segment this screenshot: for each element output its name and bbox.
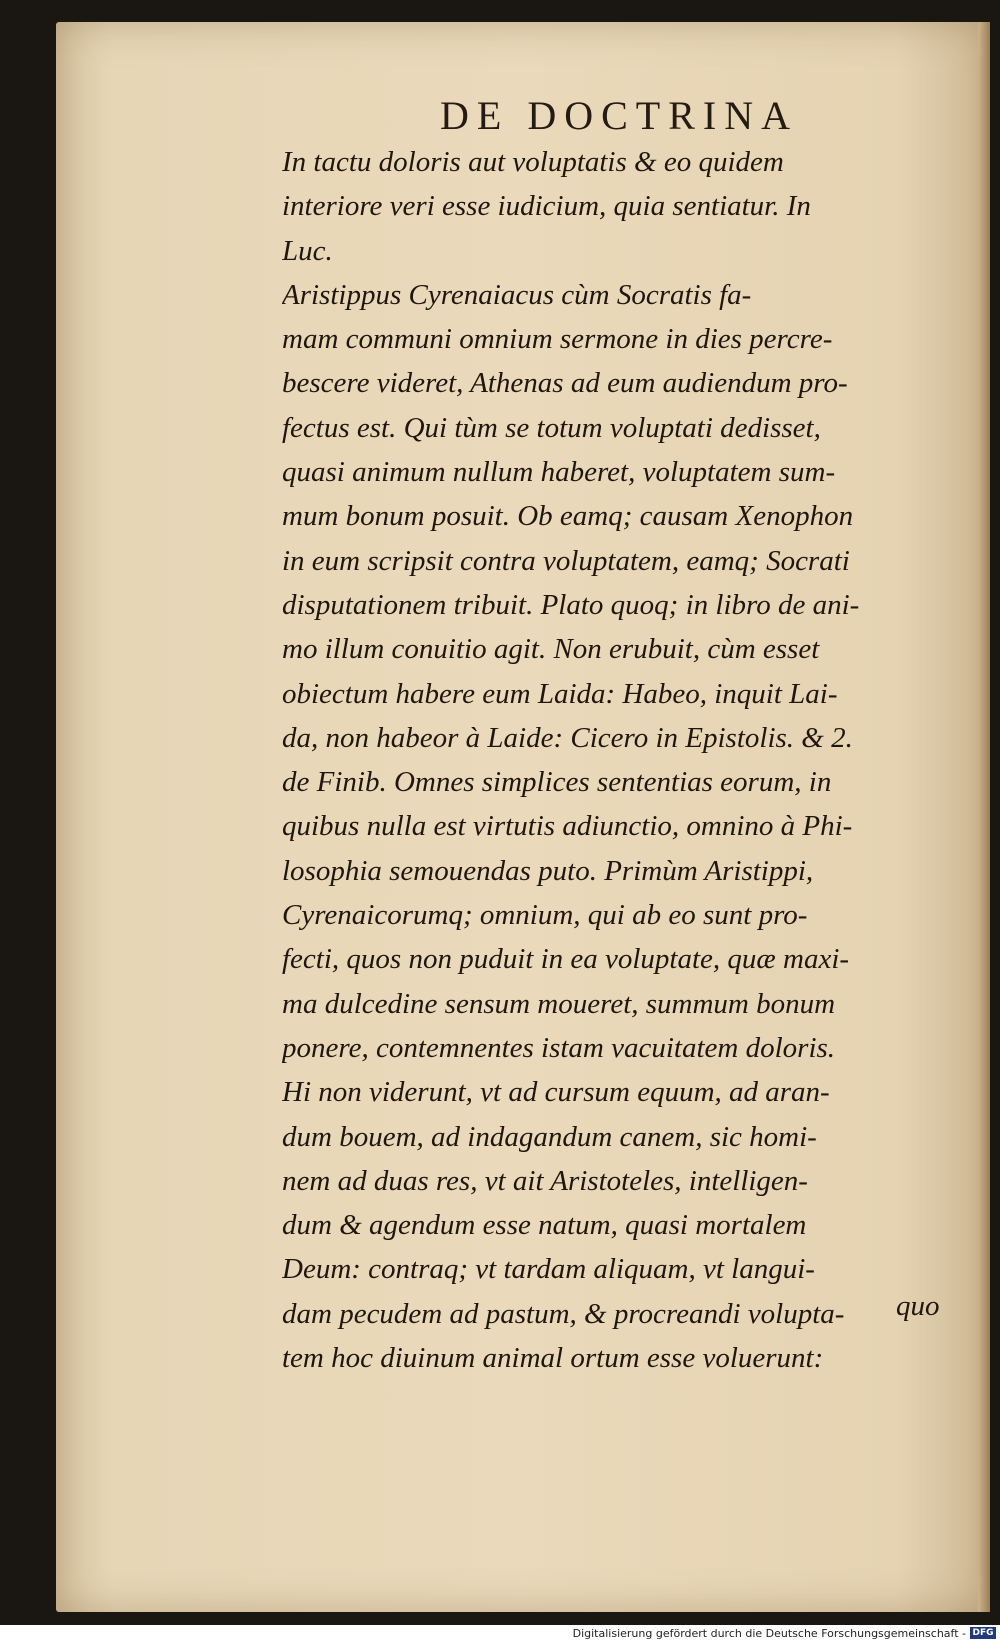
running-head: DE DOCTRINA [440, 93, 798, 138]
text-line: losophia semouendas puto. Primùm Aristippi, [282, 854, 814, 887]
text-line: da, non habeor à Laide: Cicero in Epistolis. & 2. [282, 721, 853, 754]
text-line: bescere videret, Athenas ad eum audiendum pro- [282, 367, 848, 400]
text-line: Aristippus Cyrenaiacus cùm Socratis fa- [282, 278, 752, 311]
text-line: dum bouem, ad indagandum canem, sic homi- [282, 1120, 817, 1153]
body-text [282, 140, 962, 1380]
text-line: ponere, contemnentes istam vacuitatem doloris. [282, 1031, 836, 1064]
text-line: Hi non viderunt, vt ad cursum equum, ad aran- [282, 1076, 830, 1109]
text-line: tem hoc diuinum animal ortum esse voluerunt: [282, 1342, 824, 1375]
text-line: Deum: contraq; vt tardam aliquam, vt langui- [282, 1253, 815, 1286]
text-line: nem ad duas res, vt ait Aristoteles, intelligen- [282, 1164, 808, 1197]
funding-credit: Digitalisierung gefördert durch die Deutsche Forschungsgemeinschaft - [572, 1627, 966, 1640]
text-line: Cyrenaicorumq; omnium, qui ab eo sunt pro- [282, 899, 808, 932]
text-line: de Finib. Omnes simplices sententias eorum, in [282, 766, 832, 799]
text-line: fectus est. Qui tùm se totum voluptati dedisset, [282, 411, 821, 444]
text-line: Luc. [282, 234, 333, 267]
text-line: mo illum conuitio agit. Non erubuit, cùm esset [282, 633, 820, 666]
text-line: dam pecudem ad pastum, & procreandi volupta- [282, 1297, 845, 1330]
text-line: in eum scripsit contra voluptatem, eamq; Socrati [282, 544, 850, 577]
text-line: mum bonum posuit. Ob eamq; causam Xenophon [282, 500, 854, 533]
catchword: quo [896, 1290, 940, 1322]
text-line: disputationem tribuit. Plato quoq; in libro de ani- [282, 588, 860, 621]
text-line: fecti, quos non puduit in ea voluptate, quæ maxi- [282, 943, 850, 976]
text-line: In tactu doloris aut voluptatis & eo quidem [282, 146, 784, 178]
text-line: interiore veri esse iudicium, quia sentiatur. In [282, 190, 811, 223]
text-line: mam communi omnium sermone in dies percre- [282, 323, 833, 356]
page-edge [978, 22, 990, 1612]
text-line: ma dulcedine sensum moueret, summum bonum [282, 987, 836, 1020]
dfg-logo-icon: DFG [970, 1627, 996, 1639]
text-line: quasi animum nullum haberet, voluptatem sum- [282, 456, 836, 489]
text-line: dum & agendum esse natum, quasi mortalem [282, 1209, 807, 1242]
text-line: obiectum habere eum Laida: Habeo, inquit Lai- [282, 677, 838, 710]
text-line: quibus nulla est virtutis adiunctio, omnino à Phi- [282, 810, 853, 843]
